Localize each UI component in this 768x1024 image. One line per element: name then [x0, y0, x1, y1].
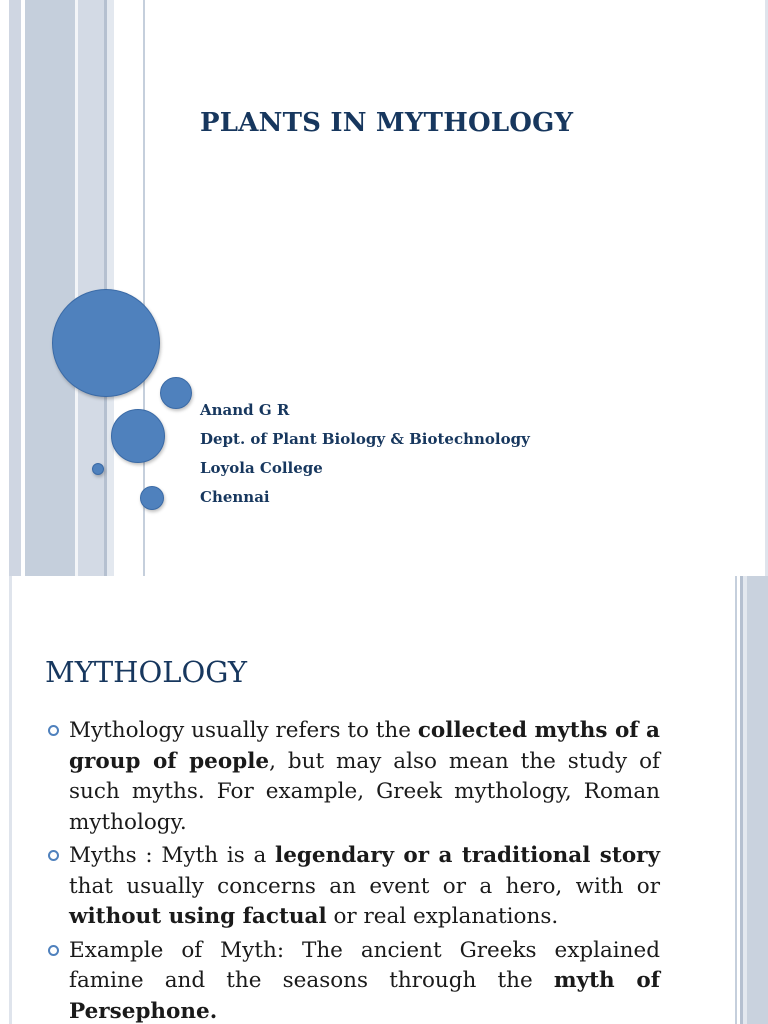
hollow-circle-bullet-icon [48, 725, 59, 736]
author-city: Chennai [200, 488, 270, 506]
hollow-circle-bullet-icon [48, 945, 59, 956]
bullet-text: Example of Myth: The ancient Greeks explained famine and the seasons through the myth of Persephone. [69, 937, 660, 1024]
decorative-bar [78, 0, 104, 576]
bullet-list [45, 716, 660, 1024]
author-dept: Dept. of Plant Biology & Biotechnology [200, 430, 530, 448]
blue-circle-decoration-icon [140, 486, 164, 510]
author-block [200, 396, 530, 512]
slide-edge [9, 576, 12, 1024]
list-item [45, 936, 660, 1024]
slide-title: MYTHOLOGY [45, 655, 248, 689]
blue-circle-decoration-icon [111, 409, 165, 463]
list-item [45, 716, 660, 838]
slide-title: PLANTS IN MYTHOLOGY [200, 108, 574, 138]
decorative-bar [747, 576, 768, 1024]
author-name: Anand G R [200, 401, 290, 419]
bullet-text: Mythology usually refers to the collected myths of a group of people, but may also mean the study of such myths. For example, Greek mythology, Roman mythology. [69, 718, 661, 835]
blue-circle-decoration-icon [160, 377, 192, 409]
hollow-circle-bullet-icon [48, 850, 59, 861]
blue-circle-decoration-icon [52, 289, 160, 397]
decorative-bar [25, 0, 75, 576]
author-college: Loyola College [200, 459, 323, 477]
bullet-text: Myths : Myth is a legendary or a traditional story that usually concerns an event or a hero, with or without using factual or real explanations. [69, 843, 660, 929]
decorative-bar [107, 0, 114, 576]
list-item [45, 841, 660, 933]
decorative-bar [9, 0, 21, 576]
blue-circle-decoration-icon [92, 463, 104, 475]
content-slide [0, 576, 768, 1024]
